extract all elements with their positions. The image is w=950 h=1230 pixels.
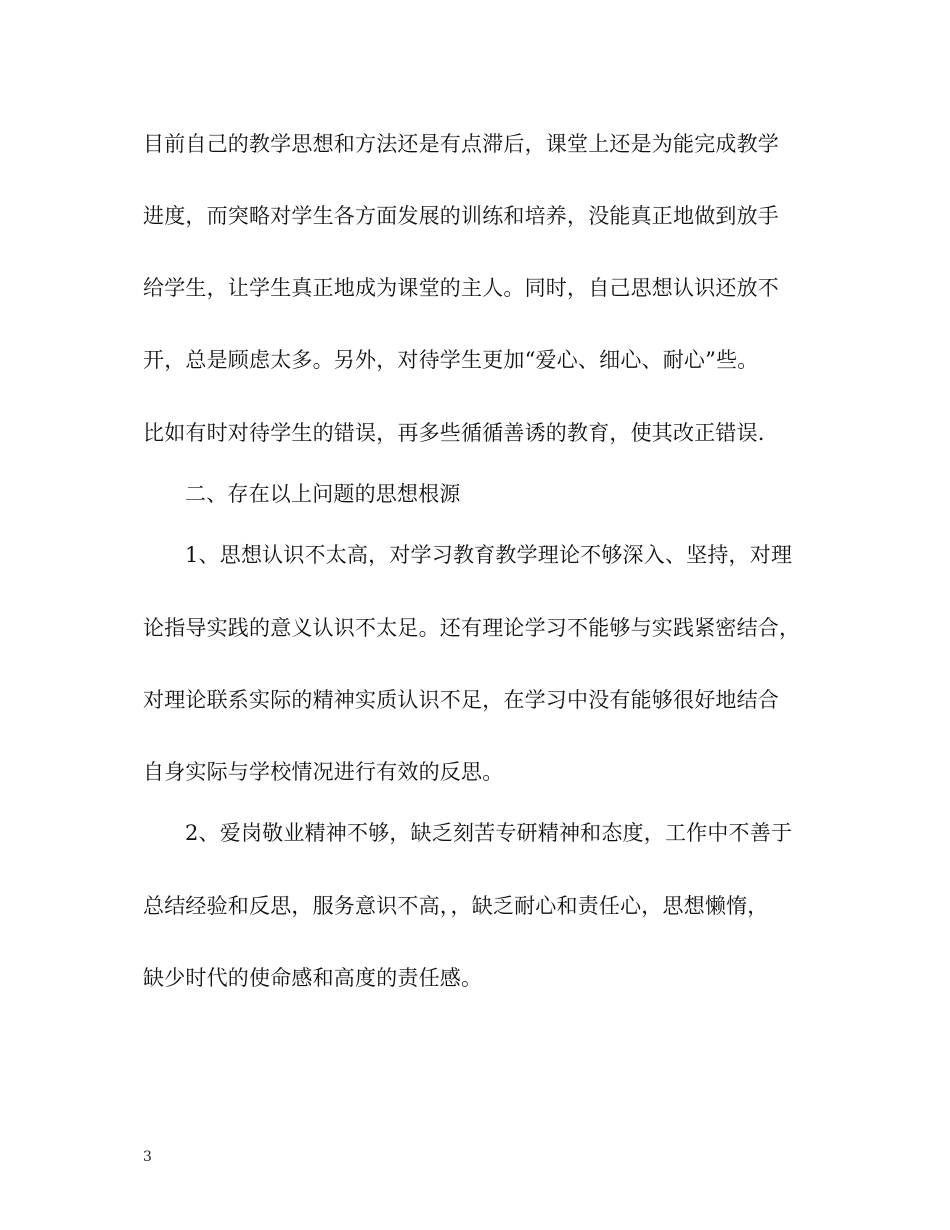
text-line-7: 1、思想认识不太高，对学习教育教学理论不够深入、坚持，对理: [185, 543, 793, 567]
text-line-1: 目前自己的教学思想和方法还是有点滞后，课堂上还是为能完成教学: [143, 132, 779, 156]
text-line-12: 总结经验和反思，服务意识不高，，缺乏耐心和责任心，思想懒惰，: [143, 894, 769, 918]
page-number: 3: [143, 1149, 152, 1165]
text-line-11: 2、爱岗敬业精神不够，缺乏刻苦专研精神和态度，工作中不善于: [185, 821, 793, 845]
text-line-3: 给学生，让学生真正地成为课堂的主人。同时，自己思想认识还放不: [143, 276, 779, 300]
section-heading: 二、存在以上问题的思想根源: [185, 482, 461, 506]
text-line-4: 开，总是顾虑太多。另外，对待学生更加“爱心、细心、耐心”些。: [143, 348, 759, 372]
text-line-8: 论指导实践的意义认识不太足。还有理论学习不能够与实践紧密结合，: [143, 616, 801, 640]
text-line-9: 对理论联系实际的精神实质认识不足，在学习中没有能够很好地结合: [143, 688, 779, 712]
text-line-5: 比如有时对待学生的错误，再多些循循善诱的教育，使其改正错误.: [143, 421, 765, 445]
text-line-10: 自身实际与学校情况进行有效的反思。: [143, 760, 504, 784]
text-line-2: 进度，而突略对学生各方面发展的训练和培养，没能真正地做到放手: [143, 204, 779, 228]
text-line-13: 缺少时代的使命感和高度的责任感。: [143, 966, 483, 990]
